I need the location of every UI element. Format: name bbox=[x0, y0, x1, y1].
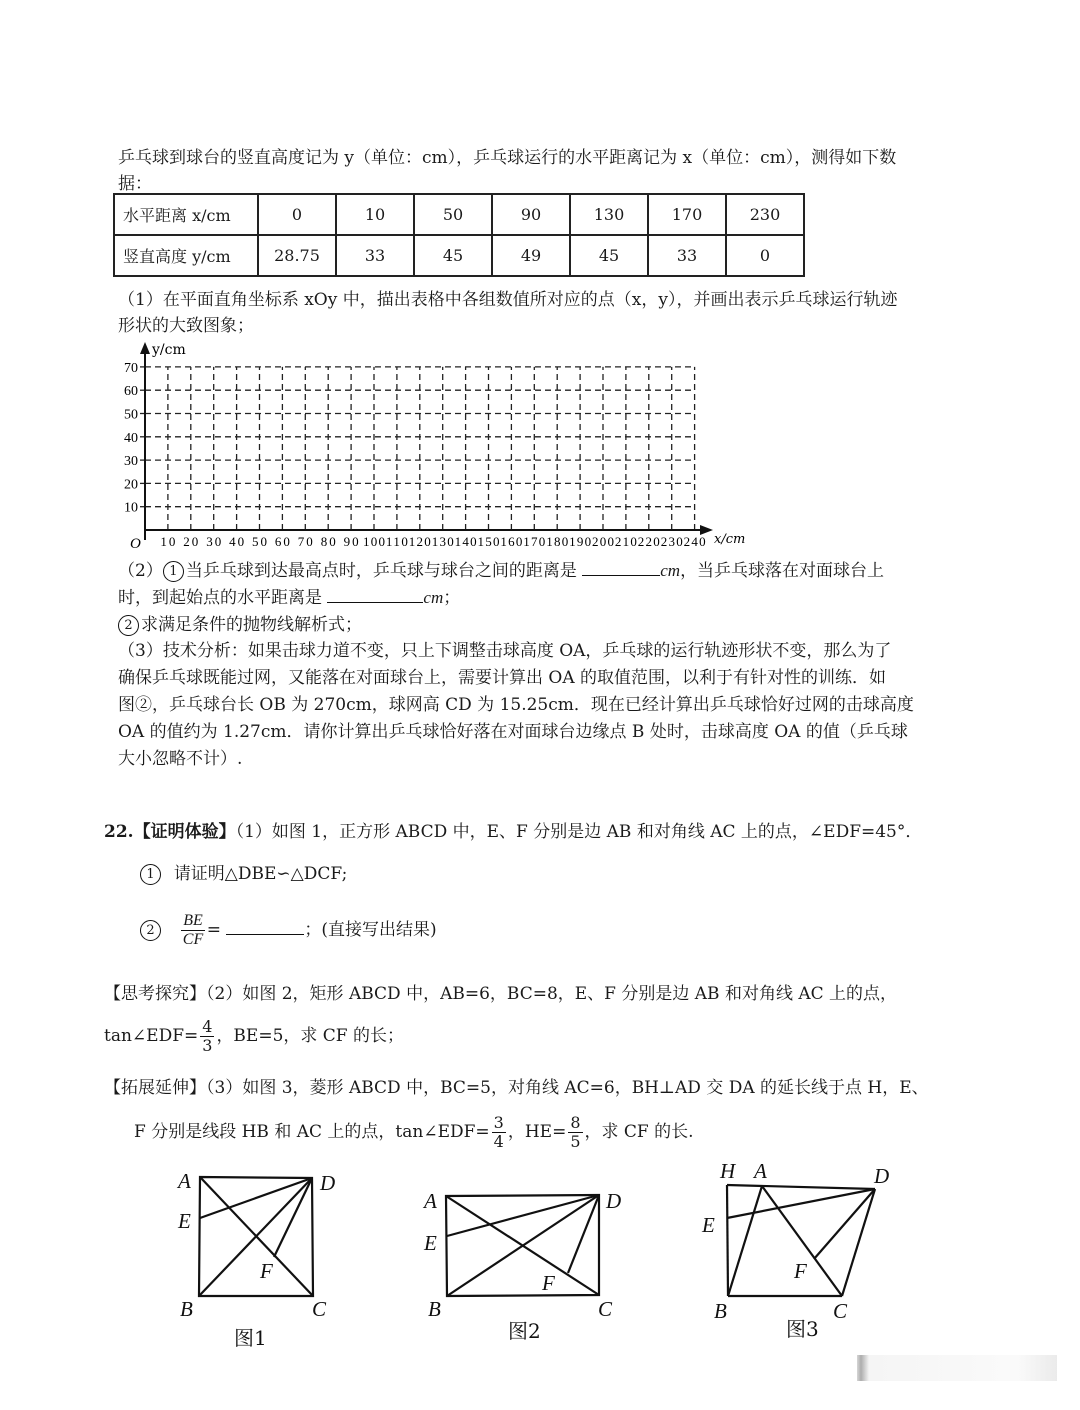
q21-part2-line1 bbox=[118, 557, 884, 585]
origin-label: O bbox=[130, 536, 141, 552]
q21-intro-line1: 乒乓球到球台的竖直高度记为 y（单位：cm），乒乓球运行的水平距离记为 x（单位：cm），测得如下数 bbox=[118, 148, 897, 168]
y-tick-label: 40 bbox=[124, 430, 138, 446]
grid-lines bbox=[140, 367, 695, 530]
figure-caption: 图2 bbox=[508, 1319, 541, 1343]
x-tick-label: 100 bbox=[363, 534, 385, 549]
q21-part2-line3 bbox=[118, 611, 362, 639]
x-tick-label: 130 bbox=[431, 534, 454, 549]
unit: cm bbox=[660, 561, 681, 580]
fraction-4-3 bbox=[200, 1018, 214, 1055]
numerator: 8 bbox=[570, 1113, 581, 1132]
numerator: 4 bbox=[202, 1017, 213, 1036]
figure-caption: 图1 bbox=[234, 1326, 267, 1350]
fraction-be-cf bbox=[181, 912, 205, 949]
point-label-d: D bbox=[874, 1164, 890, 1188]
x-tick-label: 160 bbox=[500, 534, 523, 549]
table-cell: 170 bbox=[648, 194, 726, 235]
table-cell: 33 bbox=[648, 235, 726, 276]
q22-s2-line1: 【思考探究】（2）如图 2，矩形 ABCD 中，AB=6，BC=8，E、F 分别是边 AB 和对角线 AC 上的点， bbox=[104, 984, 898, 1004]
table-cell: 50 bbox=[414, 194, 492, 235]
q21-part1-line1: （1）在平面直角坐标系 xOy 中，描出表格中各组数值所对应的点（x，y），并画出表示乒乓球运行轨迹 bbox=[118, 290, 898, 310]
point-label-e: E bbox=[424, 1231, 437, 1255]
y-tick-labels bbox=[124, 361, 138, 516]
q22-s1-text: （1）如图 1，正方形 ABCD 中，E、F 分别是边 AB 和对角线 AC 上的点，∠EDF=45°． bbox=[235, 822, 923, 842]
y-tick-label: 60 bbox=[124, 384, 138, 400]
point-label-b: B bbox=[428, 1297, 441, 1321]
q21-part1-line2: 形状的大致图象； bbox=[118, 316, 254, 336]
row-header-y: 竖直高度 y/cm bbox=[114, 235, 258, 276]
point-label-f: F bbox=[794, 1259, 807, 1283]
denominator: 5 bbox=[570, 1132, 581, 1151]
unit: cm bbox=[423, 588, 444, 607]
x-tick-label: 220 bbox=[637, 534, 660, 549]
q22-s3-text: ，HE= bbox=[507, 1122, 567, 1142]
x-tick-label: 50 bbox=[252, 534, 267, 549]
table-cell: 0 bbox=[726, 235, 804, 276]
y-axis-label: y/cm bbox=[152, 342, 186, 358]
x-tick-label: 120 bbox=[408, 534, 431, 549]
answer-blank-ratio[interactable] bbox=[226, 918, 304, 935]
table-cell: 0 bbox=[258, 194, 336, 235]
denominator: 3 bbox=[202, 1036, 213, 1055]
q22-s2-line2 bbox=[104, 1012, 404, 1060]
table-row-y bbox=[114, 235, 804, 276]
figure-2-rectangle bbox=[410, 1170, 640, 1370]
part2-text: 当乒乓球到达最高点时，乒乓球与球台之间的距离是 bbox=[185, 561, 577, 581]
x-tick-label: 60 bbox=[274, 534, 290, 549]
point-label-h: H bbox=[720, 1159, 736, 1183]
x-tick-label: 170 bbox=[523, 534, 546, 549]
x-tick-label: 150 bbox=[477, 534, 500, 549]
q22-s2-text: ，BE=5，求 CF 的长； bbox=[216, 1026, 405, 1046]
point-label-c: C bbox=[312, 1297, 327, 1321]
x-tick-label: 10 bbox=[160, 534, 176, 549]
point-label-d: D bbox=[606, 1189, 622, 1213]
horizontal-scrollbar[interactable] bbox=[857, 1355, 1057, 1381]
circled-number: 1 bbox=[140, 864, 161, 885]
point-label-a: A bbox=[424, 1189, 437, 1213]
fraction-8-5 bbox=[568, 1114, 582, 1151]
q21-intro-line2: 据： bbox=[118, 174, 152, 194]
point-label-c: C bbox=[598, 1297, 613, 1321]
q21-part3-line: 确保乒乓球既能过网，又能落在对面球台上，需要计算出 OA 的取值范围，以利于有针对性的训练．如 bbox=[118, 668, 887, 688]
point-label-f: F bbox=[542, 1271, 555, 1295]
part2-text: 求满足条件的抛物线解析式； bbox=[141, 615, 362, 635]
x-tick-label: 190 bbox=[569, 534, 592, 549]
x-tick-label: 230 bbox=[660, 534, 683, 549]
q21-part3-line: 图②，乒乓球台长 OB 为 270cm，球网高 CD 为 15.25cm．现在已经计算出乒乓球恰好过网的击球高度 bbox=[118, 695, 914, 715]
x-tick-label: 140 bbox=[454, 534, 477, 549]
x-tick-label: 20 bbox=[183, 534, 199, 549]
figure-1-square bbox=[160, 1160, 360, 1380]
denominator: CF bbox=[182, 931, 204, 948]
q22-line1 bbox=[104, 818, 922, 846]
q21-part2-line2 bbox=[118, 584, 460, 612]
point-label-d: D bbox=[320, 1171, 336, 1195]
numerator: 3 bbox=[493, 1113, 504, 1132]
table-cell: 90 bbox=[492, 194, 570, 235]
table-cell: 10 bbox=[336, 194, 414, 235]
y-axis-arrow-icon bbox=[140, 342, 150, 354]
table-cell: 45 bbox=[570, 235, 648, 276]
q21-part3-line: OA 的值约为 1.27cm．请你计算出乒乓球恰好落在对面球台边缘点 B 处时，击球高度 OA 的值（乒乓球 bbox=[118, 722, 908, 742]
q21-part3-line: 大小忽略不计）. bbox=[118, 749, 243, 769]
q22-item1 bbox=[140, 860, 347, 888]
point-label-f: F bbox=[260, 1259, 273, 1283]
x-tick-label: 70 bbox=[297, 534, 313, 549]
y-tick-label: 70 bbox=[124, 360, 138, 376]
question-number: 22. bbox=[104, 822, 134, 842]
answer-blank-distance[interactable] bbox=[327, 586, 423, 603]
table-cell: 45 bbox=[414, 235, 492, 276]
circled-number: 1 bbox=[163, 561, 184, 582]
answer-blank-max-height[interactable] bbox=[582, 559, 660, 576]
tan-expr: tan∠EDF= bbox=[104, 1026, 199, 1046]
q22-item1-text: 请证明△DBE∽△DCF; bbox=[173, 864, 348, 884]
x-tick-labels bbox=[160, 534, 705, 549]
q22-s3-line2 bbox=[134, 1108, 694, 1156]
circled-number: 2 bbox=[140, 920, 161, 941]
denominator: 4 bbox=[493, 1132, 504, 1151]
figure-caption: 图3 bbox=[786, 1317, 819, 1341]
section-title: 【证明体验】 bbox=[133, 822, 236, 842]
x-tick-label: 210 bbox=[614, 534, 637, 549]
x-axis-label: x/cm bbox=[714, 532, 746, 547]
equals: = bbox=[206, 920, 222, 940]
table-cell: 28.75 bbox=[258, 235, 336, 276]
part2-text: ，当乒乓球落在对面球台上 bbox=[680, 561, 885, 581]
table-cell: 230 bbox=[726, 194, 804, 235]
point-label-e: E bbox=[702, 1213, 715, 1237]
part-label: （2） bbox=[118, 561, 163, 581]
q22-s3-text: F 分别是线段 HB 和 AC 上的点，tan∠EDF= bbox=[134, 1122, 490, 1142]
x-tick-label: 110 bbox=[385, 534, 408, 549]
point-label-b: B bbox=[180, 1297, 193, 1321]
table-cell: 130 bbox=[570, 194, 648, 235]
y-tick-label: 20 bbox=[124, 477, 138, 493]
q21-part3-line: （3）技术分析：如果击球力道不变，只上下调整击球高度 OA，乒乓球的运行轨迹形状不变，那么为了 bbox=[118, 641, 892, 661]
point-label-a: A bbox=[754, 1159, 767, 1183]
q22-s3-line1: 【拓展延伸】（3）如图 3，菱形 ABCD 中，BC=5，对角线 AC=6，BH⊥AD 交 DA 的延长线于点 H，E、 bbox=[104, 1078, 929, 1098]
q22-s3-text: ，求 CF 的长. bbox=[584, 1122, 694, 1142]
y-tick-label: 50 bbox=[124, 407, 138, 423]
table-cell: 33 bbox=[336, 235, 414, 276]
table-cell: 49 bbox=[492, 235, 570, 276]
q22-item2-tail: ；(直接写出结果) bbox=[304, 920, 437, 940]
part2-text: ； bbox=[443, 588, 461, 608]
y-tick-label: 10 bbox=[124, 500, 138, 516]
row-header-x: 水平距离 x/cm bbox=[114, 194, 258, 235]
figure-3-rhombus bbox=[690, 1150, 910, 1370]
part2-text: 时，到起始点的水平距离是 bbox=[118, 588, 322, 608]
circled-number: 2 bbox=[118, 615, 139, 636]
x-tick-label: 180 bbox=[546, 534, 569, 549]
x-tick-label: 90 bbox=[343, 534, 359, 549]
point-label-b: B bbox=[714, 1299, 727, 1323]
numerator: BE bbox=[183, 912, 203, 929]
point-label-e: E bbox=[178, 1209, 191, 1233]
fraction-3-4 bbox=[492, 1114, 506, 1151]
x-tick-label: 200 bbox=[592, 534, 614, 549]
x-tick-label: 40 bbox=[229, 534, 245, 549]
x-tick-label: 240 bbox=[683, 534, 706, 549]
point-label-a: A bbox=[178, 1169, 191, 1193]
y-tick-label: 30 bbox=[124, 454, 138, 470]
point-label-c: C bbox=[833, 1299, 848, 1323]
x-tick-label: 80 bbox=[320, 534, 336, 549]
x-tick-label: 30 bbox=[206, 534, 222, 549]
data-table bbox=[113, 193, 805, 277]
table-row-x bbox=[114, 194, 804, 235]
coordinate-grid-chart bbox=[110, 340, 770, 555]
q22-item2 bbox=[140, 905, 437, 955]
